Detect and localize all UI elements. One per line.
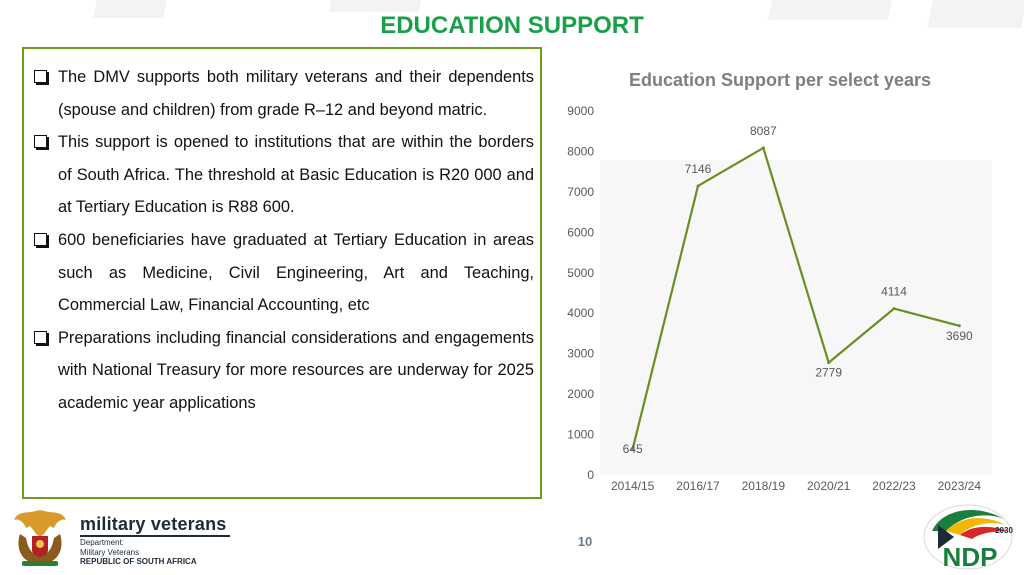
bullet-item [34, 322, 534, 420]
y-tick-label: 3000 [567, 346, 594, 361]
y-tick-label: 0 [587, 468, 594, 482]
dept-line: Military Veterans [80, 547, 140, 557]
bullet-text: The DMV supports both military veterans and their dependents (spouse and children) from grade R–12 and beyond matric. [58, 68, 534, 119]
bullet-item [34, 126, 534, 224]
x-axis [611, 479, 981, 493]
y-tick-label: 5000 [567, 265, 594, 280]
data-point [958, 324, 961, 327]
page-number: 10 [577, 534, 593, 549]
y-tick-label: 1000 [567, 427, 594, 442]
bullet-text-box [22, 47, 542, 499]
ndp-year: 2030 [995, 526, 1013, 535]
data-label: 2779 [815, 365, 843, 380]
military-veterans-logo [8, 504, 233, 570]
bullet-text: Preparations including financial considerations and engagements with National Treasury for more resources are underway for 2025 academic year applications [58, 328, 534, 412]
plot-area [600, 160, 992, 475]
logo-department-text [80, 538, 197, 567]
x-tick-label: 2023/24 [937, 479, 982, 493]
y-tick-label: 8000 [567, 144, 594, 159]
checkbox-bullet-icon [34, 70, 47, 83]
y-tick-label: 7000 [567, 184, 594, 199]
x-tick-label: 2016/17 [676, 479, 720, 493]
data-label: 4114 [881, 284, 907, 299]
checkbox-bullet-icon [34, 331, 47, 344]
data-label: 3690 [945, 328, 973, 343]
data-point [762, 146, 765, 149]
x-tick-label: 2022/23 [872, 479, 916, 493]
checkbox-bullet-icon [34, 135, 47, 148]
ndp-2030-logo [920, 503, 1016, 571]
data-label: 8087 [749, 123, 777, 138]
bullet-item [34, 61, 534, 126]
background-watermark-2 [329, 0, 422, 12]
bullet-text: This support is opened to institutions that are within the borders of South Africa. The threshold at Basic Education is R20 000 and at Tertiary Education is R88 600. [58, 133, 534, 217]
y-tick-label: 2000 [567, 387, 594, 402]
data-point [893, 307, 896, 310]
ndp-text: NDP [942, 542, 998, 571]
slide-title: EDUCATION SUPPORT [380, 12, 644, 39]
y-axis [567, 104, 594, 482]
line-chart [560, 60, 1000, 500]
bullet-item [34, 224, 534, 322]
logo-brand-text: military veterans [80, 514, 227, 534]
x-tick-label: 2014/15 [610, 479, 655, 493]
coat-of-arms-icon [8, 506, 72, 568]
x-tick-label: 2020/21 [806, 479, 851, 493]
x-tick-label: 2018/19 [741, 479, 786, 493]
dept-line: Department: [80, 538, 125, 547]
dept-line: REPUBLIC OF SOUTH AFRICA [80, 557, 197, 567]
y-tick-label: 4000 [567, 306, 594, 321]
data-label: 645 [622, 441, 643, 456]
logo-divider [80, 535, 230, 537]
data-point [827, 361, 830, 364]
checkbox-bullet-icon [34, 233, 47, 246]
y-tick-label: 6000 [567, 225, 594, 240]
data-label: 7146 [684, 161, 712, 176]
data-point [697, 184, 700, 187]
bullet-text: 600 beneficiaries have graduated at Tertiary Education in areas such as Medicine, Civil Engineering, Art and Teaching, Commercial Law, Financial Accounting, etc [58, 230, 534, 315]
chart-title: Education Support per select years [628, 70, 932, 90]
y-tick-label: 9000 [567, 104, 594, 118]
